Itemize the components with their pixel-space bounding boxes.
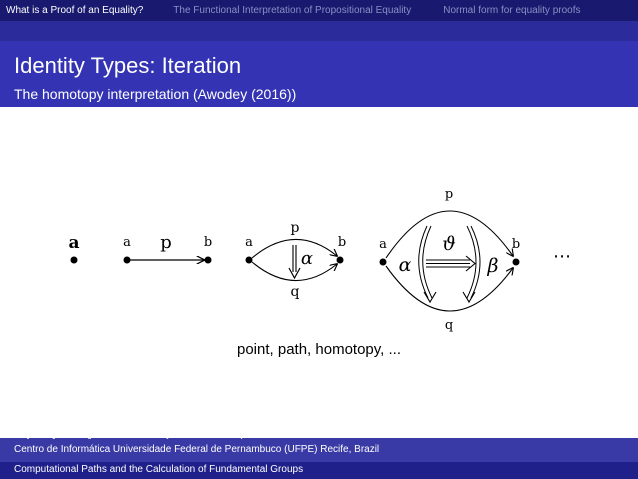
higher-label-p: p <box>444 187 454 202</box>
footer-author: Ruy de Queiroz (joint work with Anjolina de Oliveira) <box>14 429 245 440</box>
diagram-caption: point, path, homotopy, ... <box>237 341 401 358</box>
higher-label-theta: ϑ <box>442 233 456 255</box>
path-dot-a <box>124 257 131 264</box>
nav-tab-functional-interpretation[interactable]: The Functional Interpretation of Propositional Equality <box>173 5 412 16</box>
homotopy-arrow-p <box>252 239 337 258</box>
nav-tab-normal-form[interactable]: Normal form for equality proofs <box>443 5 581 16</box>
path-label-a: a <box>123 235 131 250</box>
higher-label-b: b <box>511 237 521 252</box>
homotopy-label-alpha: α <box>300 248 314 269</box>
path-label-b: b <box>203 235 213 250</box>
higher-label-q: q <box>444 318 454 333</box>
point-dot <box>71 257 78 264</box>
homotopy-dot-b <box>337 257 344 264</box>
footer-institution: Centro de Informática Universidade Federal de Pernambuco (UFPE) Recife, Brazil <box>14 444 380 455</box>
homotopy-dot-a <box>246 257 253 264</box>
homotopy-2cell-head <box>289 268 300 278</box>
slide-title: Identity Types: Iteration <box>14 53 242 78</box>
path-diagram <box>123 232 212 264</box>
higher-label-beta: β <box>487 255 499 277</box>
homotopy-label-q: q <box>290 284 300 300</box>
point-diagram <box>68 233 79 264</box>
path-dot-b <box>205 257 212 264</box>
higher-dot-a <box>380 259 387 266</box>
homotopy-label-p: p <box>290 220 300 236</box>
higher-beta-cell-inner <box>467 226 476 298</box>
higher-dot-b <box>513 259 520 266</box>
nav-tab-proof-equality[interactable]: What is a Proof of an Equality? <box>6 5 144 16</box>
footer-presentation-title: Computational Paths and the Calculation of Fundamental Groups <box>14 464 304 475</box>
higher-homotopy-diagram <box>379 187 520 333</box>
slide-subtitle: The homotopy interpretation (Awodey (2016)) <box>14 86 297 102</box>
homotopy-label-b: b <box>337 235 347 250</box>
higher-alpha-cell-inner <box>423 226 432 298</box>
homotopy-label-a: a <box>245 235 253 250</box>
higher-label-alpha: α <box>398 254 412 276</box>
homotopy-diagram-2cell <box>245 220 346 300</box>
ellipsis-text: ⋯ <box>553 246 571 267</box>
path-label-p: p <box>160 232 172 253</box>
point-label-a: a <box>68 233 80 253</box>
higher-label-a: a <box>379 237 387 252</box>
